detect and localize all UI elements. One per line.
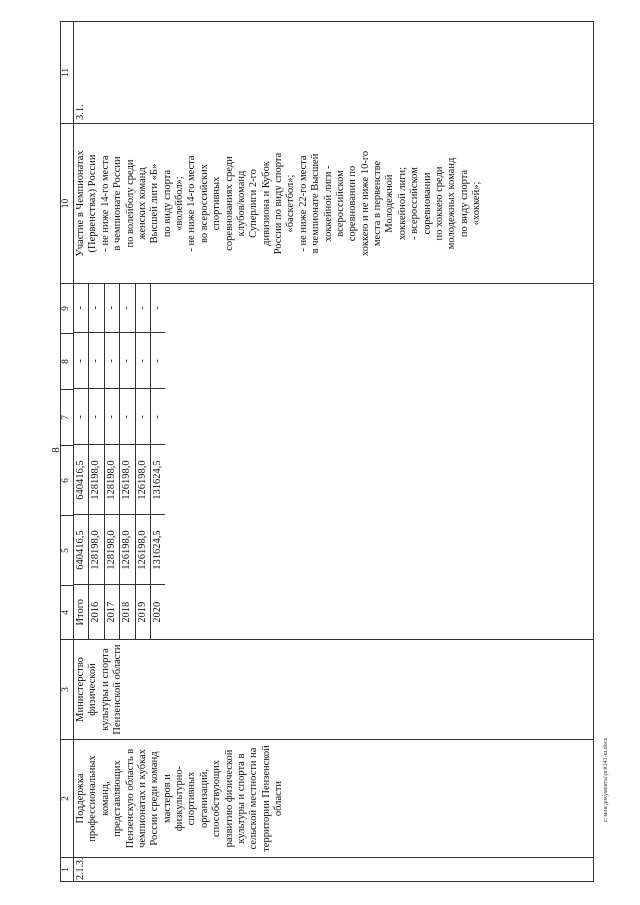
year-col7: - <box>135 389 150 445</box>
year: 2018 <box>120 585 135 639</box>
indicator-line: соревновании <box>421 172 433 235</box>
total-label: Итого <box>74 585 89 639</box>
column-number: 2 <box>61 740 74 858</box>
year-col9: - <box>135 283 150 333</box>
year-col9: - <box>104 283 119 333</box>
year-col5: 131624,5 <box>150 515 165 585</box>
year-col6: 126198,0 <box>120 445 135 515</box>
indicator-line: «хоккей»; <box>471 181 482 226</box>
indicator-line: клубов/команд <box>235 170 247 237</box>
column-number: 6 <box>61 446 74 516</box>
year-row <box>104 283 119 639</box>
column-number: 11 <box>61 22 74 124</box>
indicator-line: по волейболу среди <box>124 159 136 248</box>
row-code: 2.1.3. <box>74 858 594 882</box>
indicator-line: хоккейной лиги; <box>396 166 408 241</box>
indicator-line: «баскетбол»; <box>285 174 297 233</box>
year-col7: - <box>150 389 165 445</box>
indicator-line: хоккейной лиги - <box>322 165 334 242</box>
rotated-table-sheet <box>60 22 600 882</box>
indicator-line: хоккею и не ниже 10-го <box>359 150 371 257</box>
finance-subtable <box>74 283 165 639</box>
year-row <box>120 283 135 639</box>
total-col5: 640416,5 <box>74 515 89 585</box>
indicator-line: по хоккею среди <box>433 166 445 241</box>
year-col6: 131624,5 <box>150 445 165 515</box>
executor: Министерство физической культуры и спорта Пензенской области <box>74 640 594 740</box>
indicator-line: - не ниже 14-го места <box>99 155 111 252</box>
program-table <box>60 21 594 882</box>
indicator-line: «волейбол»; <box>174 176 185 231</box>
year: 2016 <box>89 585 104 639</box>
indicator-line: по виду спорта <box>458 169 470 238</box>
indicator-line: молодежных команд <box>446 157 458 250</box>
indicator-line: дивизиона и Кубок <box>260 161 272 246</box>
indicator-line: - не ниже 22-го места <box>297 155 309 252</box>
indicator-line: - всероссийском <box>409 167 421 240</box>
column-number: 1 <box>61 858 74 882</box>
page-number: 8 <box>50 447 62 453</box>
indicator-line: Молодежной <box>384 174 396 233</box>
column-number: 9 <box>61 284 74 334</box>
year-col8: - <box>89 333 104 389</box>
total-row <box>74 283 89 639</box>
indicator-line: России по виду спорта <box>273 152 284 255</box>
year-col5: 128198,0 <box>89 515 104 585</box>
indicator-line: в чемпионате Высшей <box>310 153 322 254</box>
target-indicator <box>74 124 594 284</box>
column-number: 8 <box>61 334 74 390</box>
total-col7: - <box>74 389 89 445</box>
year-col5: 126198,0 <box>120 515 135 585</box>
finance-block <box>74 284 594 640</box>
year-col6: 128198,0 <box>104 445 119 515</box>
year-col6: 126198,0 <box>135 445 150 515</box>
year-row <box>150 283 165 639</box>
column-number-row <box>61 22 74 882</box>
total-col6: 640416,5 <box>74 445 89 515</box>
event-name: Поддержка профессиональных команд, представляющих Пензенскую область в чемпионатах и кубках России среди команд мастеров и физкультурно-спортивных организаций, способствующих развитию физической культуры и спорта в сельской местности на территории Пензенской области <box>74 740 594 858</box>
total-col8: - <box>74 333 89 389</box>
column-number: 3 <box>61 640 74 740</box>
column-number: 4 <box>61 586 74 640</box>
year-col7: - <box>89 389 104 445</box>
year-col7: - <box>104 389 119 445</box>
year-col8: - <box>120 333 135 389</box>
total-col9: - <box>74 283 89 333</box>
indicator-line: в чемпионате России <box>112 156 124 251</box>
year-col8: - <box>104 333 119 389</box>
year-col9: - <box>89 283 104 333</box>
indicator-line: по виду спорта <box>161 169 173 238</box>
year-col5: 128198,0 <box>104 515 119 585</box>
indicator-reference: 3.1. <box>74 22 594 124</box>
indicator-line: - не ниже 14-го места <box>186 155 198 252</box>
year-col7: - <box>120 389 135 445</box>
year: 2020 <box>150 585 165 639</box>
year-col9: - <box>150 283 165 333</box>
indicator-line: Суперлиги 2-го <box>248 169 260 238</box>
column-number: 5 <box>61 516 74 586</box>
year: 2017 <box>104 585 119 639</box>
indicator-line: соревнованиях среди <box>223 156 235 251</box>
column-number: 7 <box>61 390 74 446</box>
year-col5: 126198,0 <box>135 515 150 585</box>
indicator-line: Участие в Чемпионатах <box>75 150 86 257</box>
indicator-line: (Первенствах) России <box>87 154 99 253</box>
column-number: 10 <box>61 124 74 284</box>
year: 2019 <box>135 585 150 639</box>
indicator-line: места в первенстве <box>372 160 383 247</box>
year-col6: 128198,0 <box>89 445 104 515</box>
indicator-line: соревновании по <box>347 165 359 242</box>
indicator-line: Высшей лиги «Б» <box>149 163 161 244</box>
year-col9: - <box>120 283 135 333</box>
indicator-line: спортивных <box>211 176 223 231</box>
table-row <box>74 22 594 882</box>
year-col8: - <box>135 333 150 389</box>
year-row <box>89 283 104 639</box>
indicator-line: всероссийском <box>334 170 346 237</box>
indicator-line: во всероссийских <box>198 163 210 244</box>
year-row <box>135 283 150 639</box>
year-col8: - <box>150 333 165 389</box>
indicator-line: женских команд <box>136 167 148 240</box>
footer-file-path: c:\мои документы\ргй141-ш.docx <box>603 737 609 823</box>
